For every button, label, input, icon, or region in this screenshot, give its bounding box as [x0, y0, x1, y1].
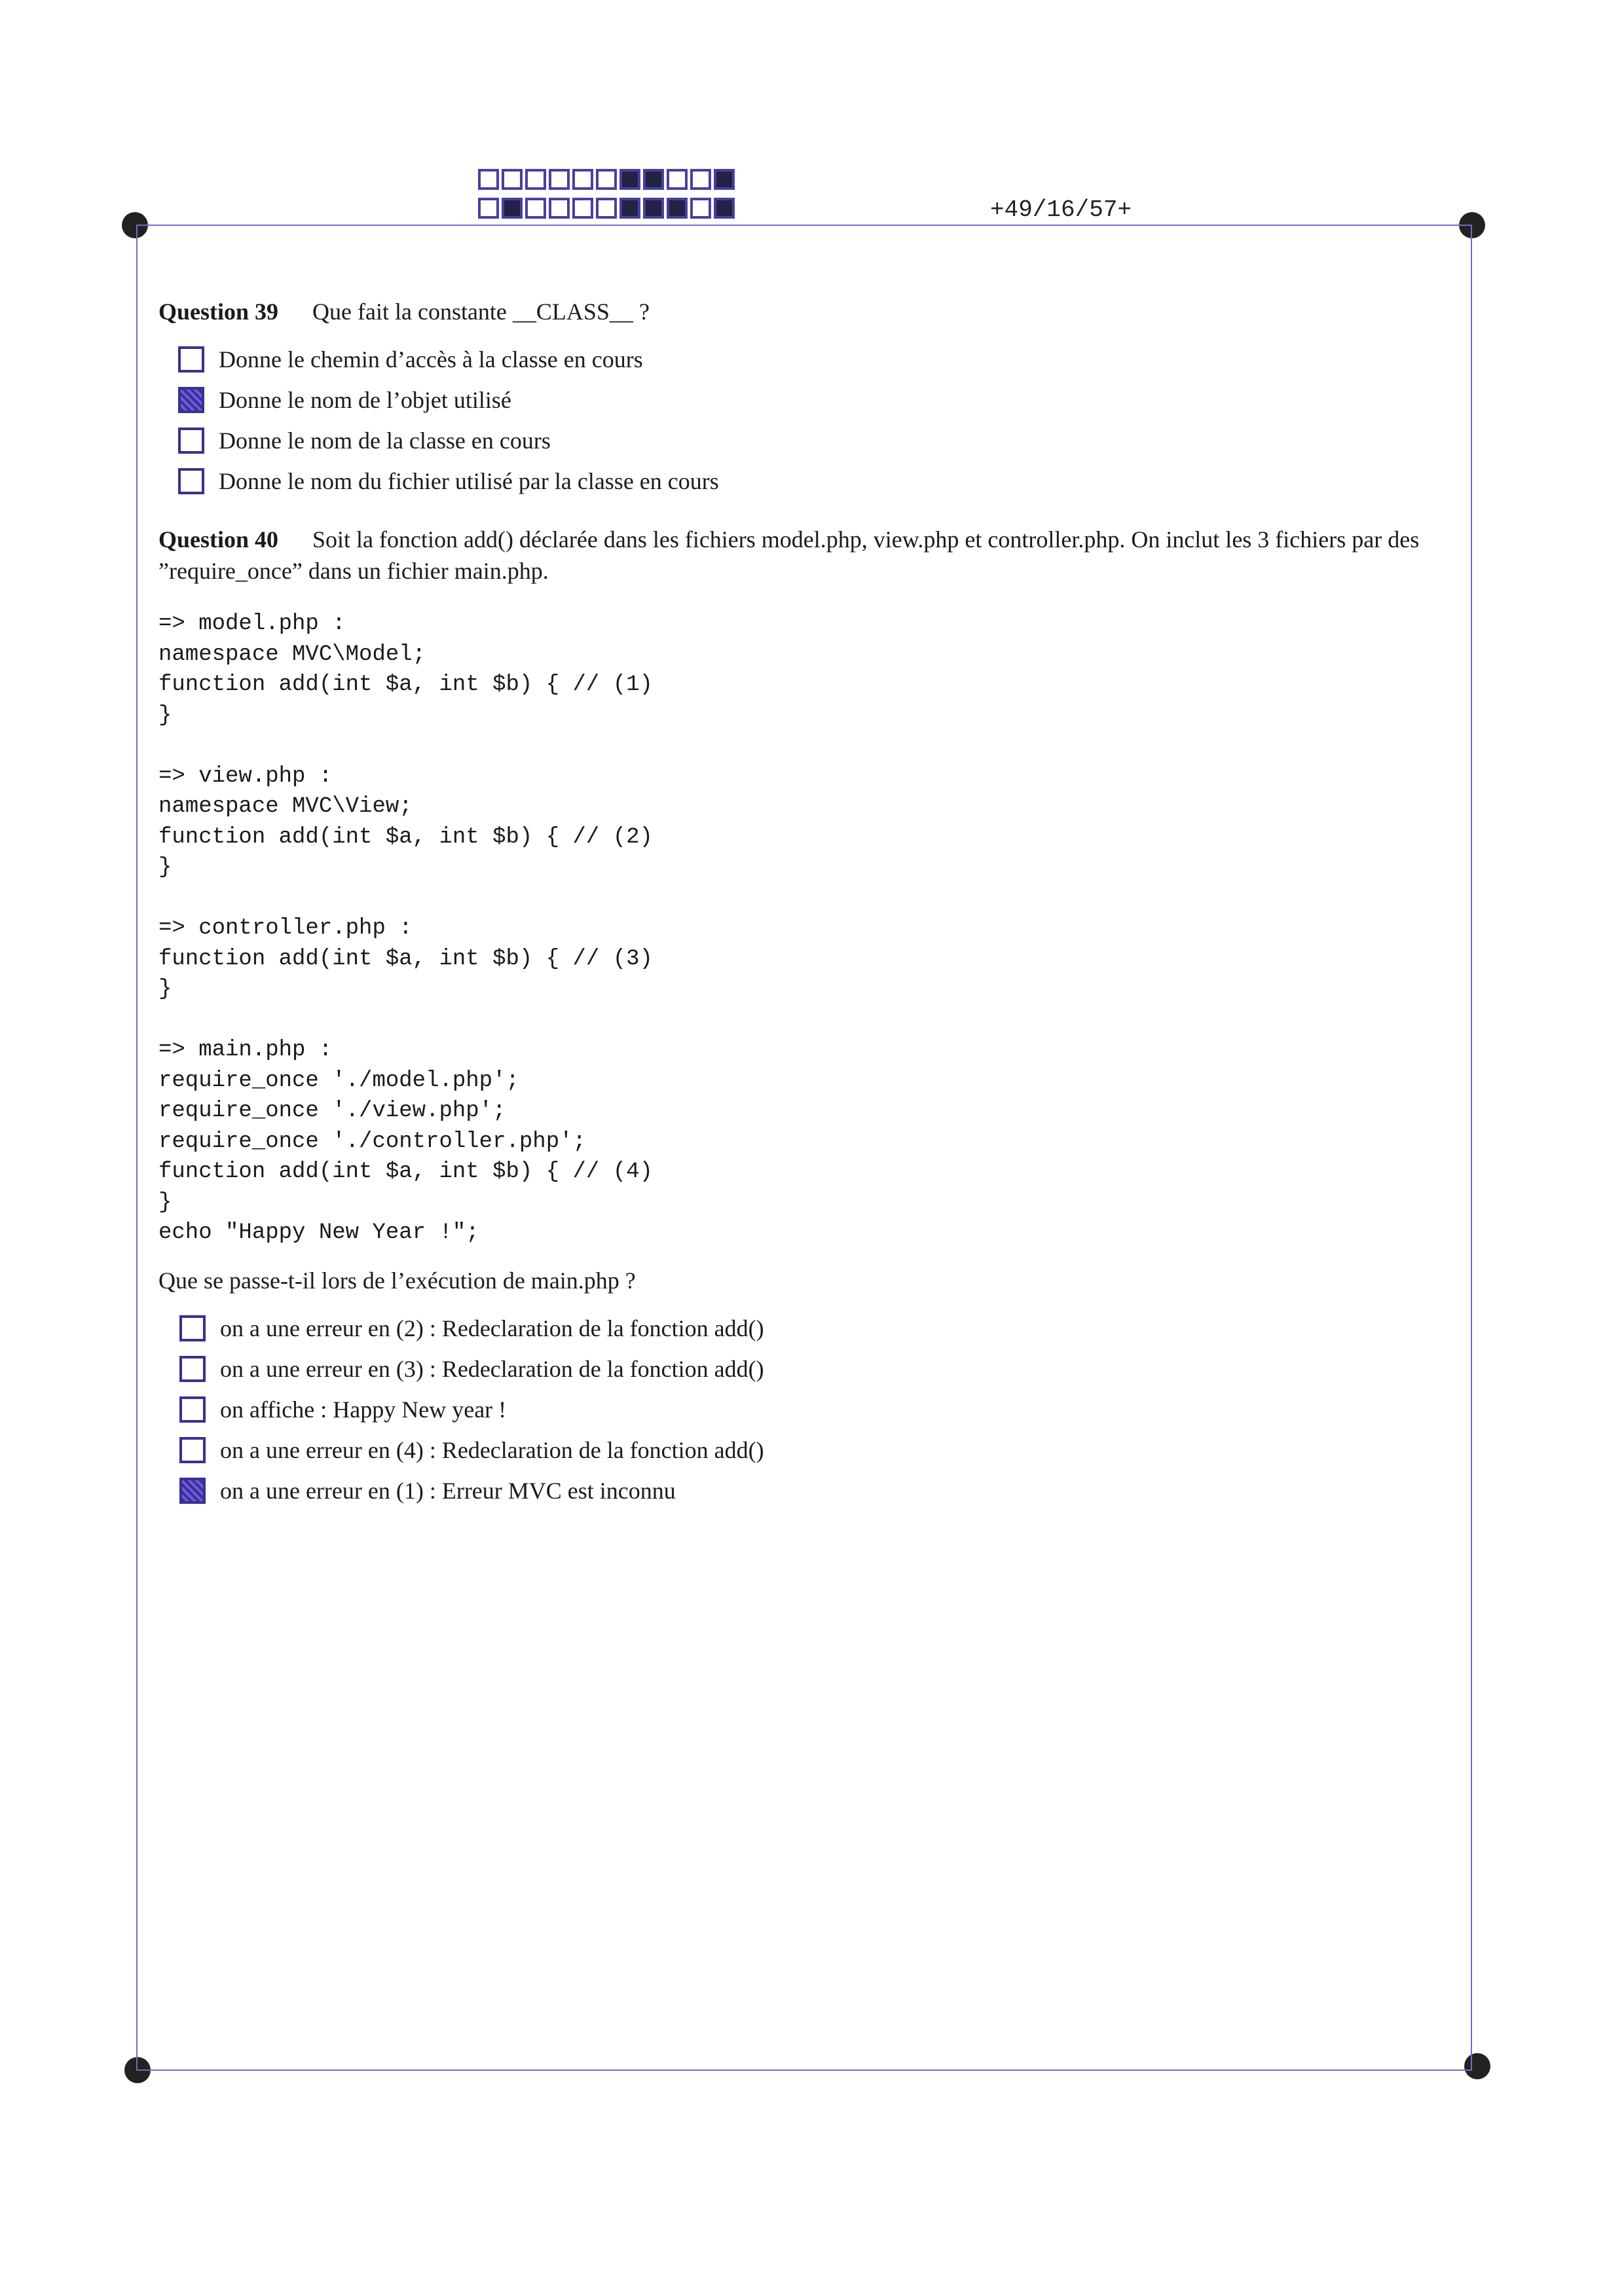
- barcode-cell: [572, 198, 593, 219]
- answer-option[interactable]: [179, 1436, 764, 1464]
- barcode-cell: [690, 198, 711, 219]
- answer-option[interactable]: [179, 1396, 506, 1423]
- answer-text: on a une erreur en (4) : Redeclaration de la fonction add(): [220, 1437, 764, 1463]
- answer-option[interactable]: [178, 427, 551, 454]
- answer-text: Donne le nom du fichier utilisé par la classe en cours: [219, 468, 719, 494]
- question-40: [158, 524, 1455, 587]
- checkbox[interactable]: [178, 428, 204, 454]
- barcode-cell: [667, 169, 688, 190]
- barcode-cell: [643, 169, 664, 190]
- page-id: +49/16/57+: [990, 196, 1132, 223]
- answer-text: Donne le chemin d’accès à la classe en cours: [219, 346, 643, 373]
- barcode-cell: [714, 169, 735, 190]
- answer-text: Donne le nom de la classe en cours: [219, 428, 551, 454]
- answer-text: on a une erreur en (2) : Redeclaration de la fonction add(): [220, 1315, 764, 1341]
- barcode-cell: [549, 169, 570, 190]
- barcode-cell: [690, 169, 711, 190]
- code-listing: => model.php : namespace MVC\Model; function add(int $a, int $b) { // (1) } => view.php : namespace MVC\View; function add(int $a, int $b) { // (2) } => controller.php : function add(int $a, int $b) { // (3) } => main.php : require_once './model.php'; require_once './view.php'; require_once './controller.php'; function add(int $a, int $b) { // (4) } echo "Happy New Year !";: [158, 611, 653, 1245]
- barcode-cell: [572, 169, 593, 190]
- checkbox-checked[interactable]: [178, 387, 204, 413]
- barcode-cell: [478, 198, 499, 219]
- barcode-cell: [549, 198, 570, 219]
- answer-option[interactable]: [179, 1355, 764, 1383]
- answer-option[interactable]: [179, 1477, 676, 1504]
- barcode-cell: [596, 169, 617, 190]
- id-barcode-row-2: [478, 198, 737, 219]
- answer-text: on a une erreur en (1) : Erreur MVC est inconnu: [220, 1478, 676, 1504]
- question-label: Question 40: [158, 526, 279, 553]
- answer-option[interactable]: [178, 386, 511, 414]
- checkbox[interactable]: [179, 1356, 206, 1382]
- checkbox[interactable]: [179, 1315, 206, 1341]
- barcode-cell: [619, 169, 640, 190]
- question-prompt: Que se passe-t-il lors de l’exécution de main.php ?: [158, 1267, 636, 1294]
- checkbox[interactable]: [178, 468, 204, 494]
- barcode-cell: [478, 169, 499, 190]
- id-barcode-row-1: [478, 169, 737, 190]
- barcode-cell: [525, 169, 546, 190]
- barcode-cell: [502, 169, 523, 190]
- checkbox[interactable]: [179, 1437, 206, 1463]
- question-39: [158, 298, 650, 325]
- question-text: Soit la fonction add() déclarée dans les fichiers model.php, view.php et controller.php. On inclut les 3 fichiers par des ”require_once” dans un fichier main.php.: [158, 526, 1420, 584]
- answer-text: on a une erreur en (3) : Redeclaration de la fonction add(): [220, 1356, 764, 1382]
- barcode-cell: [643, 198, 664, 219]
- barcode-cell: [619, 198, 640, 219]
- barcode-cell: [667, 198, 688, 219]
- answer-option[interactable]: [178, 467, 719, 495]
- barcode-cell: [596, 198, 617, 219]
- answer-text: on affiche : Happy New year !: [220, 1396, 507, 1423]
- answer-option[interactable]: [179, 1315, 764, 1342]
- checkbox-checked[interactable]: [179, 1478, 206, 1504]
- barcode-cell: [714, 198, 735, 219]
- question-label: Question 39: [158, 299, 279, 325]
- checkbox[interactable]: [178, 346, 204, 373]
- question-text: Que fait la constante __CLASS__ ?: [312, 299, 650, 325]
- answer-option[interactable]: [178, 346, 643, 373]
- checkbox[interactable]: [179, 1396, 206, 1423]
- barcode-cell: [502, 198, 523, 219]
- barcode-cell: [525, 198, 546, 219]
- answer-text: Donne le nom de l’objet utilisé: [219, 387, 511, 413]
